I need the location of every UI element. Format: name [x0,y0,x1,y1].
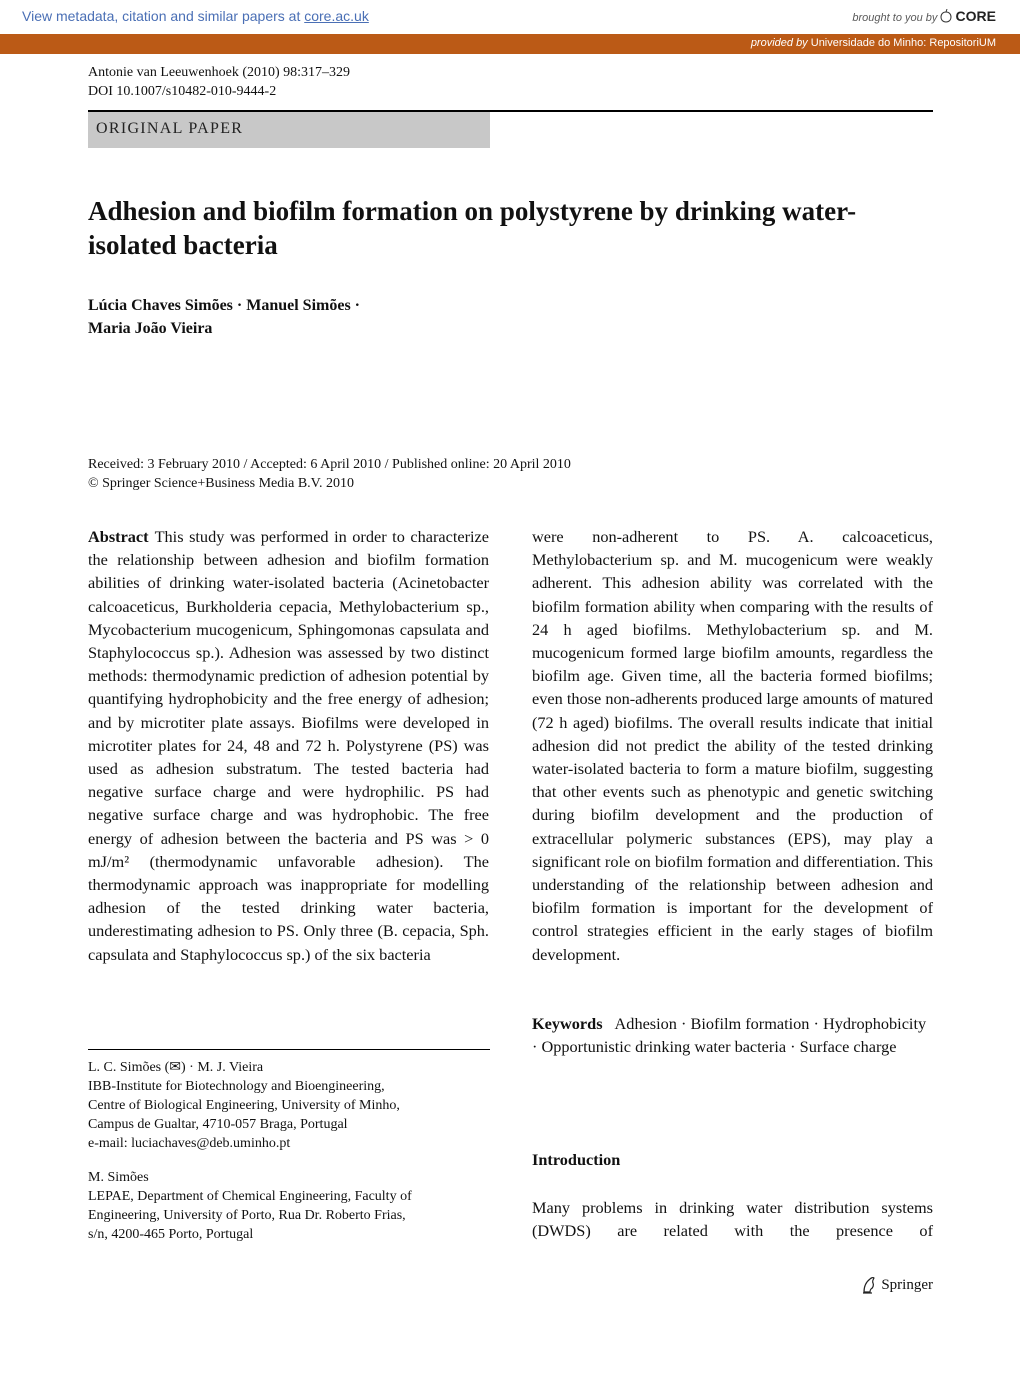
core-apple-icon [940,9,952,23]
affiliation-2-name: M. Simões [88,1170,149,1185]
paper-title: Adhesion and biofilm formation on polystyrene by drinking water-isolated bacteria [88,196,857,260]
affiliation-2-line-3: s/n, 4200-465 Porto, Portugal [88,1227,254,1242]
abstract-left-column [88,525,489,966]
abstract-right-column [532,525,933,966]
affiliation-1 [88,1058,490,1153]
publication-dates [88,455,788,493]
core-view-site[interactable]: core.ac.uk [304,8,369,24]
author-list [88,294,588,340]
springer-horse-icon [861,1276,877,1294]
keywords-label: Keywords [532,1014,603,1033]
footnote-rule [88,1049,490,1050]
affiliation-1-email[interactable]: e-mail: luciachaves@deb.uminho.pt [88,1136,291,1151]
abstract-text-right: were non-adherent to PS. A. calcoaceticus, Methylobacterium sp. and M. mucogenicum were weakly adherent. This adhesion ability was correlated with the biofilm formation ability when comparing with the results of 24 h aged biofilms. Methylobacterium sp. and M. mucogenicum formed large biofilm amounts, regardless the biofilm age. Given time, all the bacteria formed biofilms; even those non-adherents produced large amounts of matured (72 h aged) biofilms. The overall results indicate that initial adhesion did not predict the ability of the tested drinking water-isolated bacteria to form a mature biofilm, suggesting that other events such as phenotypic and genetic switching during biofilm development and the production of extracellular polymeric substances (EPS), may play a significant role on biofilm formation and differentiation. This understanding of the relationship between adhesion and biofilm formation is important for the development of control strategies efficient in the early stages of biofilm development. [532,527,933,964]
affiliation-1-names: L. C. Simões (✉) · M. J. Vieira [88,1060,264,1075]
core-brought-text: brought to you by [852,12,938,24]
affiliation-2-line-1: LEPAE, Department of Chemical Engineering, Faculty of [88,1189,412,1204]
journal-citation: Antonie van Leeuwenhoek (2010) 98:317–329 [88,65,351,80]
core-view-prefix: View metadata, citation and similar papers at [22,8,305,24]
publisher-name: Springer [881,1276,933,1293]
publisher-footer [861,1276,933,1294]
authors-line-1: Lúcia Chaves Simões · Manuel Simões · [88,297,361,314]
core-banner [0,0,1020,34]
section-label: ORIGINAL PAPER [96,120,244,137]
dates-line: Received: 3 February 2010 / Accepted: 6 April 2010 / Published online: 20 April 2010 [88,457,571,472]
affiliation-1-department: Centre of Biological Engineering, University of Minho, [88,1098,400,1113]
core-logo[interactable]: CORE [955,8,996,24]
affiliation-2 [88,1168,490,1244]
core-provider-name[interactable]: Universidade do Minho: RepositoriUM [810,37,996,49]
journal-citation-block [88,63,350,101]
copyright-line: © Springer Science+Business Media B.V. 2010 [88,476,354,491]
introduction-text: Many problems in drinking water distribution systems (DWDS) are related with the presence of [532,1198,933,1241]
abstract-text-left: This study was performed in order to characterize the relationship between adhesion and biofilm formation abilities of drinking water-isolated bacteria (Acinetobacter calcoaceticus, Burkholderia cepacia, Methylobacterium sp., Mycobacterium mucogenicum, Sphingomonas capsulata and Staphylococcus sp.). Adhesion was assessed by two distinct methods: thermodynamic prediction of adhesion potential by quantifying hydrophobicity and the free energy of adhesion; and by microtiter plate assays. Biofilms were developed in microtiter plates for 24, 48 and 72 h. Polystyrene (PS) was used as adhesion substratum. The tested bacteria had negative surface charge and were hydrophilic. PS had negative surface charge and was hydrophobic. The free energy of adhesion between the bacteria and PS was > 0 mJ/m² (thermodynamic unfavorable adhesion). The thermodynamic approach was inappropriate for modelling adhesion of the tested drinking water bacteria, underestimating adhesion to PS. Only three (B. cepacia, Sph. capsulata and Staphylococcus sp.) of the six bacteria [88,527,489,964]
abstract-label: Abstract [88,527,149,546]
keywords-text: Adhesion · Biofilm formation · Hydrophobicity · Opportunistic drinking water bacteria · Surface charge [532,1014,927,1057]
affiliation-1-institute: IBB-Institute for Biotechnology and Bioengineering, [88,1079,385,1094]
journal-doi[interactable]: DOI 10.1007/s10482-010-9444-2 [88,84,277,99]
core-view-link[interactable] [22,8,369,24]
core-brought-by [852,8,996,24]
core-provided-by[interactable] [751,37,996,49]
introduction-heading: Introduction [532,1150,621,1169]
core-provided-prefix: provided by [750,37,808,49]
affiliation-2-line-2: Engineering, University of Porto, Rua Dr. Roberto Frias, [88,1208,406,1223]
authors-line-2: Maria João Vieira [88,320,213,337]
keywords-block [532,1012,933,1058]
affiliation-1-address: Campus de Gualtar, 4710-057 Braga, Portugal [88,1117,348,1132]
